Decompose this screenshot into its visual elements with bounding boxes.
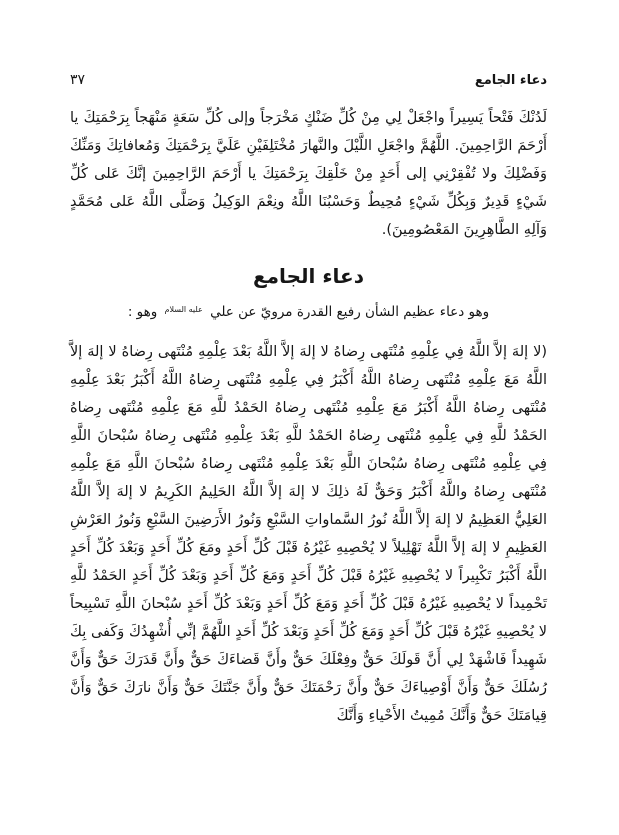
alayhis-salam-symbol: عليه السلام [164,305,203,314]
page-number: ٣٧ [70,72,86,88]
subtitle-text-after: وهو : [127,304,158,320]
page-header [70,72,547,88]
dua-paragraph: (لا إلهَ إلاَّ اللَّهُ فِي عِلْمِهِ مُنْتَهى رِضاهُ لا إلهَ إلاَّ اللَّهُ بَعْدَ عِلْمِهِ مُنْتَهى رِضاهُ لا إلهَ إلاَّ اللَّهُ مَعَ عِلْمِهِ مُنْتَهى رِضاهُ اللَّهُ أَكْبَرُ فِي عِلْمِهِ مُنْتَهى رِضاهُ اللَّهُ أَكْبَرُ بَعْدَ عِلْمِهِ مُنْتَهى رِضاهُ اللَّهُ أَكْبَرُ مَعَ عِلْمِهِ مُنْتَهى رِضاهُ الحَمْدُ للَّهِ مَعَ عِلْمِهِ مُنْتَهى رِضاهُ الحَمْدُ للَّهِ فِي عِلْمِهِ مُنْتَهى رِضاهُ الحَمْدُ للَّهِ بَعْدَ عِلْمِهِ مُنْتَهى رِضاهُ سُبْحانَ اللَّهِ فِي عِلْمِهِ مُنْتَهى رِضاهُ سُبْحانَ اللَّهِ بَعْدَ عِلْمِهِ مُنْتَهى رِضاهُ سُبْحانَ اللَّهِ مَعَ عِلْمِهِ مُنْتَهى رِضاهُ واللَّهُ أَكْبَرُ وَحَقٌّ لَهُ ذلِكَ لا إلهَ إلاَّ اللَّهُ الحَلِيمُ الكَرِيمُ لا إلهَ إلاَّ اللَّهُ العَلِيُّ العَظِيمُ لا إلهَ إلاَّ اللَّهُ نُورُ السَّماواتِ السَّبْعِ وَنُورُ الأَرَضِينَ السَّبْعِ وَنُورُ العَرْشِ العَظِيمِ لا إلهَ إلاَّ اللَّهُ تَهْلِيلاً لا يُحْصِيهِ غَيْرُهُ قَبْلَ كُلِّ أَحَدٍ ومَعَ كُلِّ أَحَدٍ وَبَعْدَ كُلِّ أَحَدٍ اللَّهُ أَكْبَرُ تَكْبِيراً لا يُحْصِيهِ غَيْرُهُ قَبْلَ كُلِّ أَحَدٍ وَمَعَ كُلِّ أَحَدٍ وَبَعْدَ كُلِّ أَحَدٍ الحَمْدُ للَّهِ تَحْمِيداً لا يُحْصِيهِ غَيْرُهُ قَبْلَ كُلِّ أَحَدٍ وَمَعَ كُلِّ أَحَدٍ وَبَعْدَ كُلِّ أَحَدٍ سُبْحانَ اللَّهِ تَسْبِيحاً لا يُحْصِيهِ غَيْرُهُ قَبْلَ كُلِّ أَحَدٍ وَمَعَ كُلِّ أَحَدٍ وَبَعْدَ كُلِّ أَحَدٍ اللَّهُمَّ إنِّي أُشْهِدُكَ وَكَفى بِكَ شَهِيداً فَاشْهَدْ لِي أَنَّ قَولَكَ حَقٌّ وفِعْلَكَ حَقٌّ وأَنَّ قَضاءَكَ حَقٌّ وأَنَّ قَدَرَكَ حَقٌّ وَأَنَّ رُسُلَكَ حَقٌّ وَأَنَّ أَوْصِياءَكَ حَقٌّ وأَنَّ رَحْمَتَكَ حَقٌّ وأَنَّ جَنَّتَكَ حَقٌّ وَأَنَّ نارَكَ حَقٌّ وَأَنَّ قِيامَتَكَ حَقٌّ وَأَنَّكَ مُمِيتُ الأَحْياءِ وَأَنَّكَ [70,344,547,724]
continuation-paragraph: لَدُنْكَ فَتْحاً يَسِيراً واجْعَلْ لِي مِنْ كُلِّ ضَنْكٍ مَخْرَجاً وإلى كُلِّ سَعَةٍ مَنْهَجاً بِرَحْمَتِكَ يا أَرْحَمَ الرَّاحِمِينَ. اللَّهُمَّ واجْعَلِ اللَّيْلَ والنَّهارَ مُخْتَلِفَيْنِ عَلَيَّ بِرَحْمَتِكَ وَمُعافاتِكَ وَمَنِّكَ وَفَضْلِكَ ولا تُفْقِرْنِي إلى أَحَدٍ مِنْ خَلْقِكَ بِرَحْمَتِكَ يا أَرْحَمَ الرَّاحِمِينَ إنَّكَ عَلى كُلِّ شَيْءٍ قَدِيرٌ وَبِكُلِّ شَيْءٍ مُحِيطٌ وَحَسْبُنَا اللَّهُ ونِعْمَ الوَكِيلُ وَصَلَّى اللَّهُ عَلى مُحَمَّدٍ وَآلِهِ الطَّاهِرِينَ المَعْصُومِينَ). [70,110,547,238]
section-subtitle [70,304,547,320]
section-title: دعاء الجامع [253,264,364,288]
subtitle-text-before: وهو دعاء عظيم الشأن رفيع القدرة مرويّ عن علي [210,304,490,320]
running-title: دعاء الجامع [474,73,547,88]
